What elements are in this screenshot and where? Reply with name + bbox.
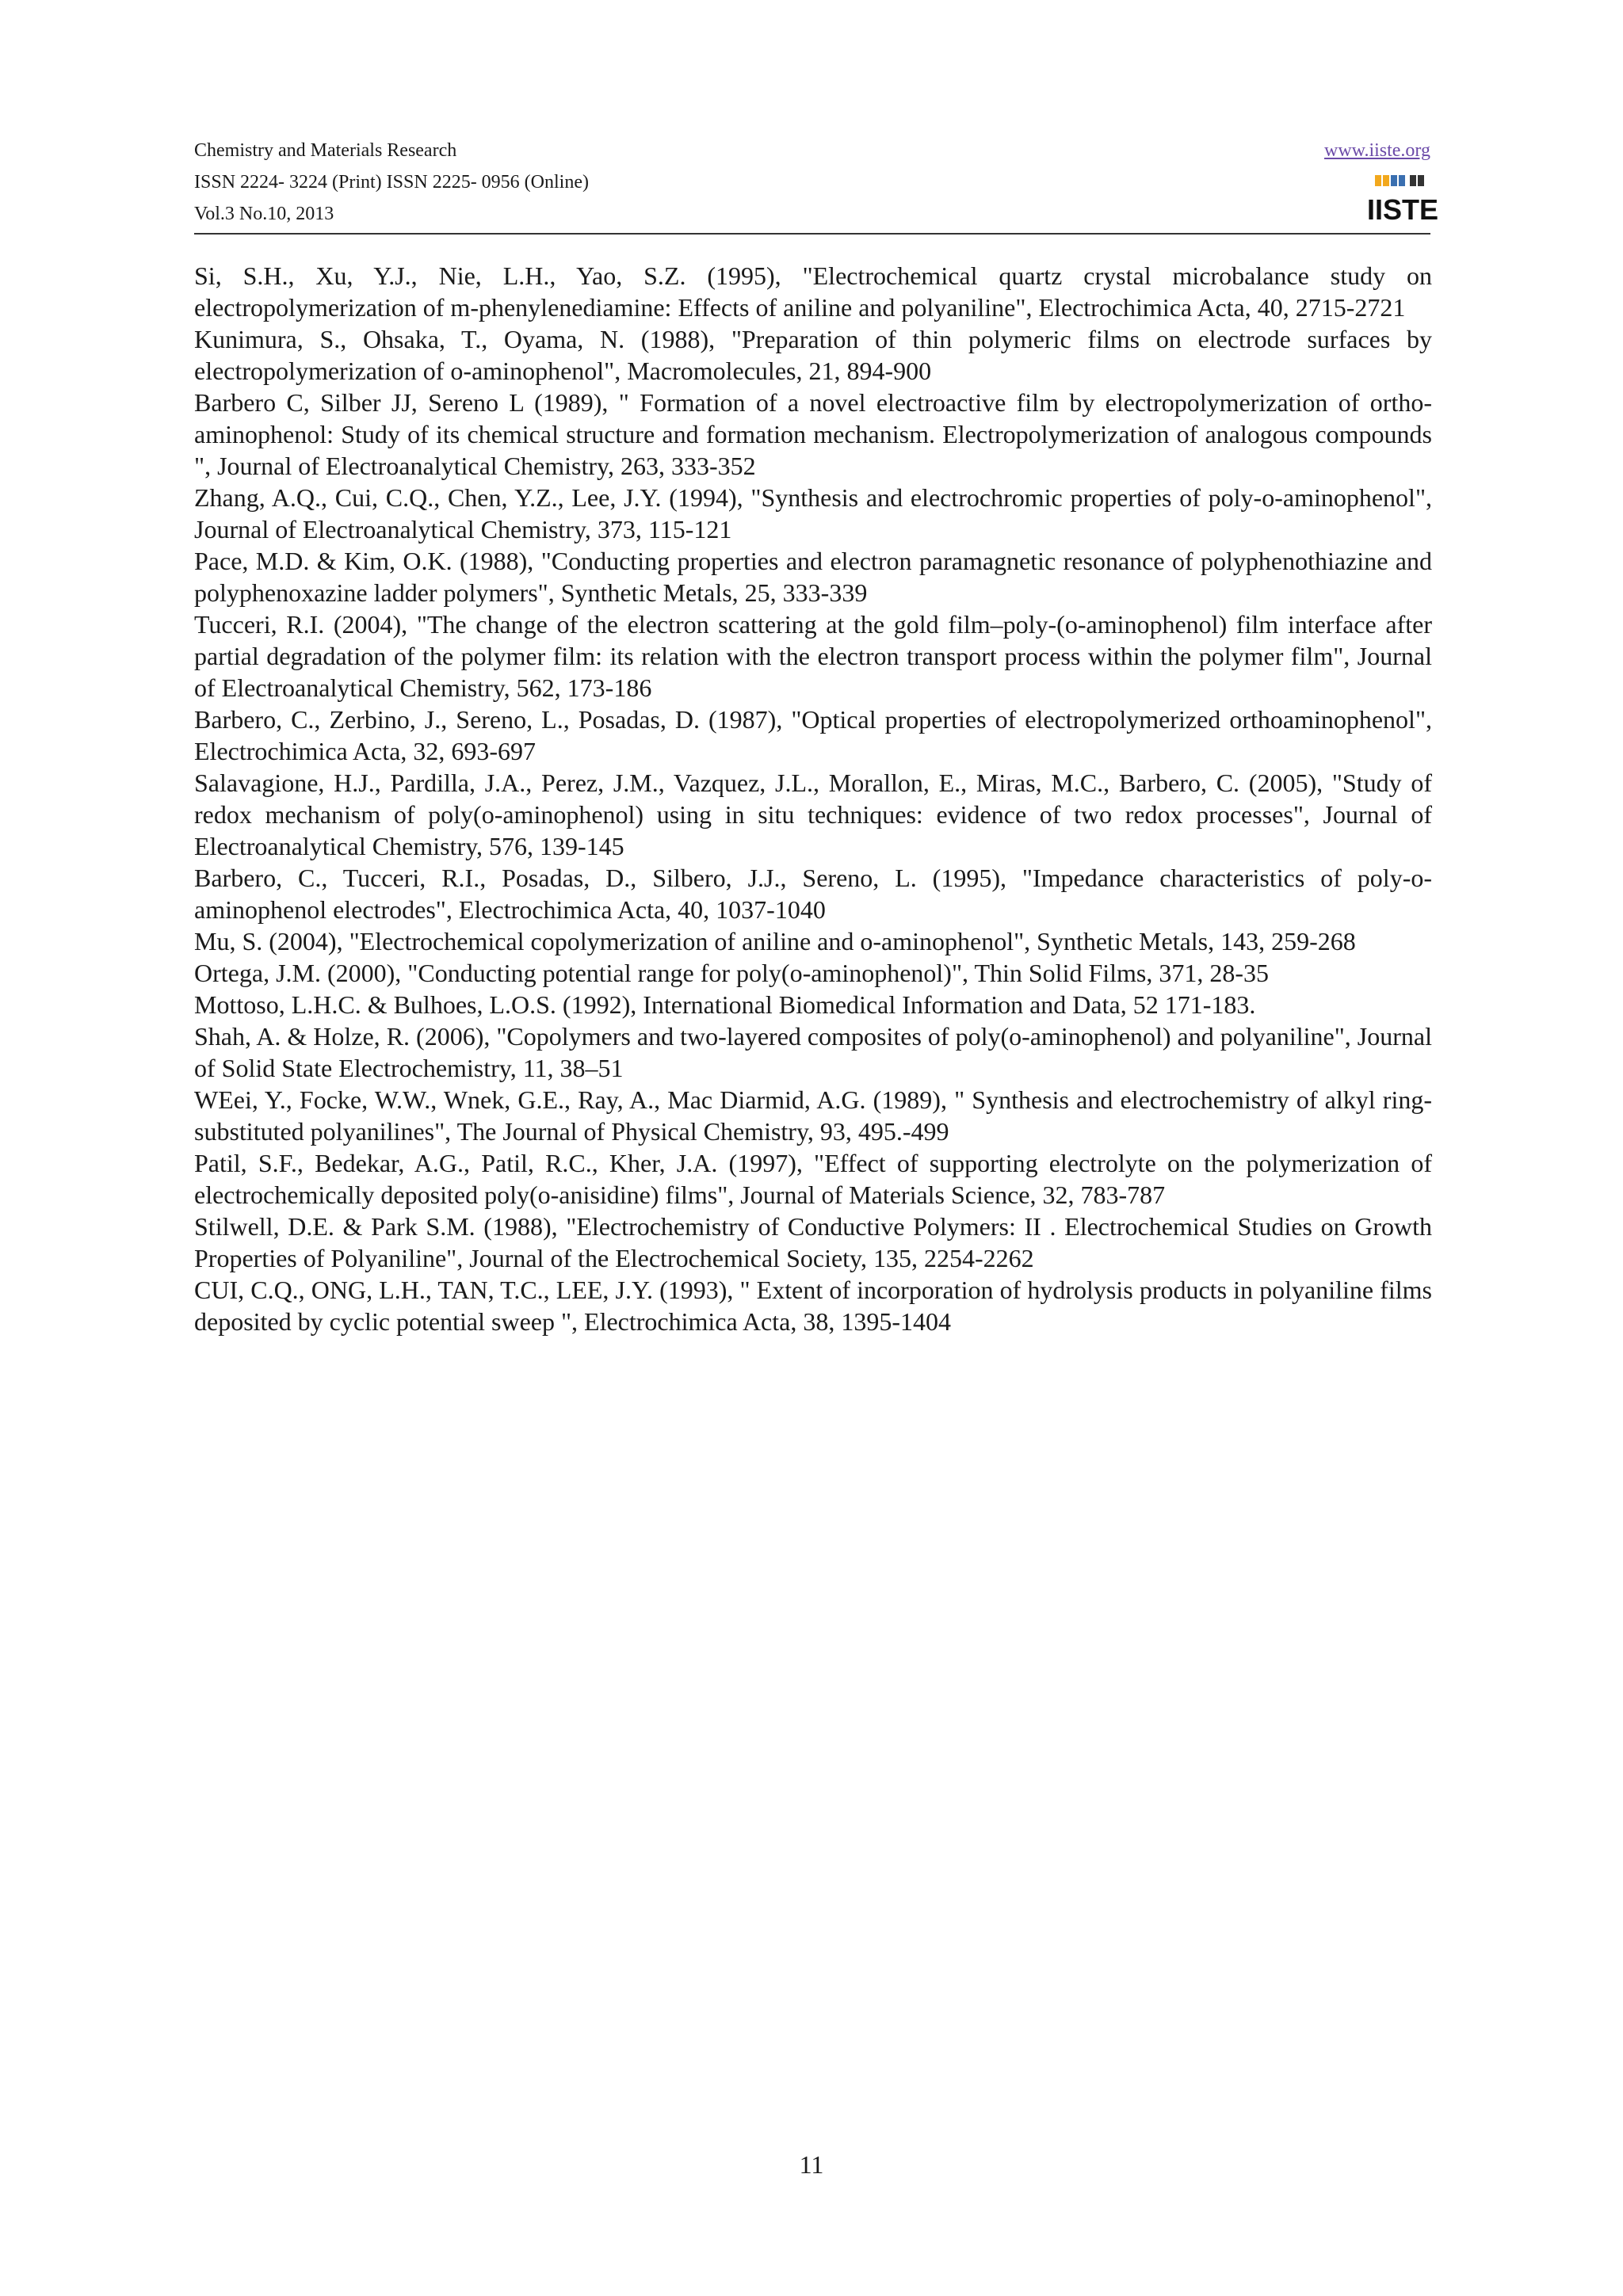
reference-entry: Si, S.H., Xu, Y.J., Nie, L.H., Yao, S.Z. (1995), "Electrochemical quartz crystal microbalance study on electropolymerization of m-phenylenediamine: Effects of aniline and polyaniline", Electrochimica Acta, 40, 2715-2721 <box>194 261 1432 322</box>
reference-entry: Shah, A. & Holze, R. (2006), "Copolymers and two-layered composites of poly(o-aminophenol) and polyaniline", Journal of Solid State Electrochemistry, 11, 38–51 <box>194 1022 1432 1082</box>
journal-website-link[interactable]: www.iiste.org <box>1324 140 1430 161</box>
journal-title: Chemistry and Materials Research <box>194 140 457 161</box>
reference-entry: Zhang, A.Q., Cui, C.Q., Chen, Y.Z., Lee, J.Y. (1994), "Synthesis and electrochromic properties of poly-o-aminophenol", Journal of Electroanalytical Chemistry, 373, 115-121 <box>194 483 1432 543</box>
reference-entry: Patil, S.F., Bedekar, A.G., Patil, R.C., Kher, J.A. (1997), "Effect of supporting electrolyte on the polymerization of electrochemically deposited poly(o-anisidine) films", Journal of Materials Science, 32, 783-787 <box>194 1149 1432 1209</box>
reference-entry: Barbero, C., Tucceri, R.I., Posadas, D., Silbero, J.J., Sereno, L. (1995), "Impedance characteristics of poly-o-aminophenol electrodes", Electrochimica Acta, 40, 1037-1040 <box>194 864 1432 924</box>
journal-issn: ISSN 2224- 3224 (Print) ISSN 2225- 0956 (Online) <box>194 172 589 193</box>
reference-entry: Mottoso, L.H.C. & Bulhoes, L.O.S. (1992), International Biomedical Information and Data, 52 171-183. <box>194 990 1256 1019</box>
journal-volume: Vol.3 No.10, 2013 <box>194 204 334 224</box>
reference-entry: Kunimura, S., Ohsaka, T., Oyama, N. (1988), "Preparation of thin polymeric films on electrode surfaces by electropolymerization of o-aminophenol", Macromolecules, 21, 894-900 <box>194 325 1432 385</box>
reference-entry: Mu, S. (2004), "Electrochemical copolymerization of aniline and o-aminophenol", Synthetic Metals, 143, 259-268 <box>194 927 1356 955</box>
reference-entry: Salavagione, H.J., Pardilla, J.A., Perez, J.M., Vazquez, J.L., Morallon, E., Miras, M.C., Barbero, C. (2005), "Study of redox mechanism of poly(o-aminophenol) using in situ techniques: evidence of two redox processes", Journal of Electroanalytical Chemistry, 576, 139-145 <box>194 769 1432 860</box>
reference-list <box>194 260 1432 1337</box>
reference-entry: Ortega, J.M. (2000), "Conducting potential range for poly(o-aminophenol)", Thin Solid Films, 371, 28-35 <box>194 959 1270 987</box>
iiste-logo-icon <box>1366 172 1439 227</box>
reference-entry: Barbero C, Silber JJ, Sereno L (1989), " Formation of a novel electroactive film by electropolymerization of ortho-aminophenol: Study of its chemical structure and formation mechanism. Electropolymerization of analogous compounds ", Journal of Electroanalytical Chemistry, 263, 333-352 <box>194 388 1432 480</box>
reference-entry: WEei, Y., Focke, W.W., Wnek, G.E., Ray, A., Mac Diarmid, A.G. (1989), " Synthesis and electrochemistry of alkyl ring-substituted polyanilines", The Journal of Physical Chemistry, 93, 495.-499 <box>194 1085 1432 1146</box>
reference-entry: CUI, C.Q., ONG, L.H., TAN, T.C., LEE, J.Y. (1993), " Extent of incorporation of hydrolysis products in polyaniline films deposited by cyclic potential sweep ", Electrochimica Acta, 38, 1395-1404 <box>194 1276 1432 1336</box>
reference-entry: Stilwell, D.E. & Park S.M. (1988), "Electrochemistry of Conductive Polymers: II . Electrochemical Studies on Growth Properties of Polyaniline", Journal of the Electrochemical Society, 135, 2254-2262 <box>194 1212 1432 1272</box>
page-number: 11 <box>799 2150 824 2179</box>
reference-entry: Barbero, C., Zerbino, J., Sereno, L., Posadas, D. (1987), "Optical properties of electropolymerized orthoaminophenol", Electrochimica Acta, 32, 693-697 <box>194 705 1432 765</box>
svg-text:IISTE: IISTE <box>1366 193 1439 226</box>
journal-info <box>194 135 987 230</box>
reference-entry: Tucceri, R.I. (2004), "The change of the electron scattering at the gold film–poly-(o-aminophenol) film interface after partial degradation of the polymer film: its relation with the electron transport process within the polymer film", Journal of Electroanalytical Chemistry, 562, 173-186 <box>194 610 1432 702</box>
page-header <box>194 135 1439 230</box>
reference-entry: Pace, M.D. & Kim, O.K. (1988), "Conducting properties and electron paramagnetic resonance of polyphenothiazine and polyphenoxazine ladder polymers", Synthetic Metals, 25, 333-339 <box>194 547 1432 607</box>
header-divider <box>194 233 1430 235</box>
